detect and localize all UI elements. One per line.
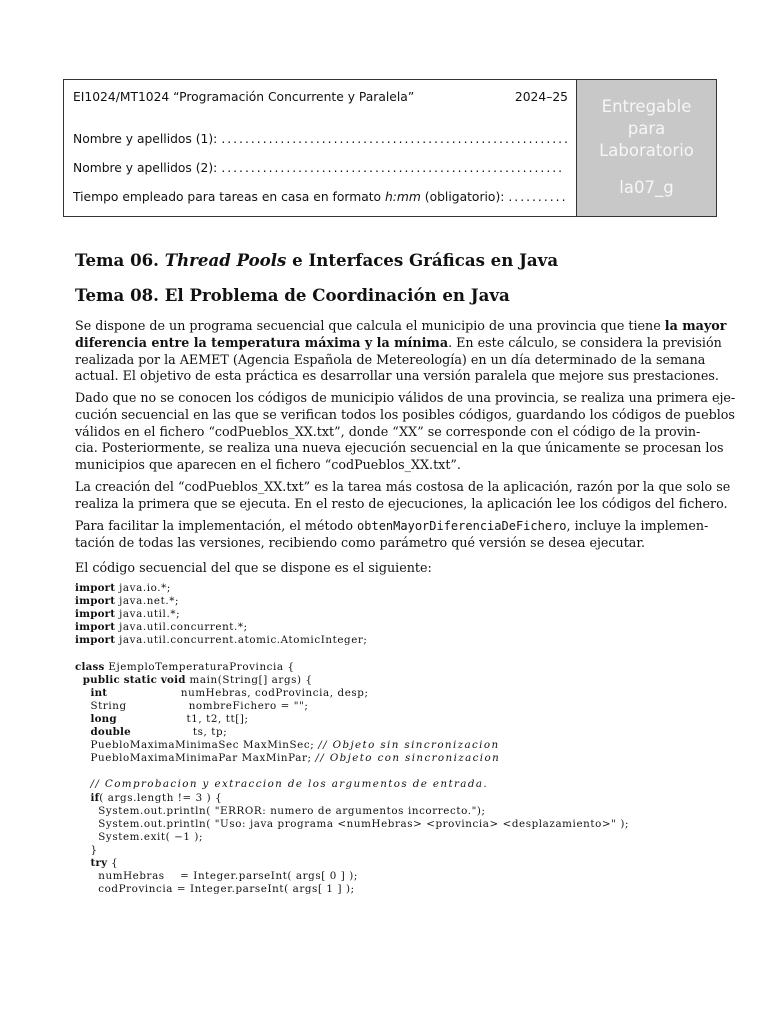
- code-keyword: class: [75, 660, 105, 673]
- code-keyword: int: [90, 686, 108, 699]
- bold-text: la mayor: [664, 318, 727, 333]
- code-listing: [75, 582, 629, 896]
- code-line: [75, 634, 629, 647]
- code-text: String nombreFichero = "";: [90, 699, 309, 712]
- code-comment: // Objeto sin sincronizacion: [318, 739, 500, 752]
- text-span: . En este cálculo, se considera la previsión: [448, 334, 722, 350]
- code-line: [75, 857, 629, 870]
- text-line: cia. Posteriormente, se realiza una nueva ejecución secuencial en la que únicamente se procesan los: [75, 440, 724, 456]
- code-line: [75, 726, 629, 739]
- paragraph-code-intro: [75, 560, 697, 577]
- code-keyword: import: [75, 634, 116, 647]
- code-text: EjemploTemperaturaProvincia {: [104, 660, 295, 673]
- code-text: java.util.*;: [115, 608, 181, 621]
- text-line: cución secuencial en las que se verifican todos los posibles códigos, guardando los códigos de pueblos: [75, 406, 735, 422]
- paragraph-cost: [75, 479, 731, 513]
- code-keyword: try: [90, 856, 108, 869]
- text-line: La creación del “codPueblos_XX.txt” es la tarea más costosa de la aplicación, razón por la que solo se: [75, 479, 731, 494]
- time-label-pre: Tiempo empleado para tareas en casa en formato: [73, 190, 385, 204]
- deliverable-line-2: para: [627, 119, 666, 138]
- text-span: , incluye la implemen-: [566, 518, 709, 533]
- code-line: [75, 674, 629, 687]
- code-text: }: [90, 843, 98, 856]
- code-line: [75, 778, 629, 791]
- heading1-suffix: e Interfaces Gráficas en Java: [286, 250, 559, 270]
- text-line: tación de todas las versiones, recibiendo como parámetro qué versión se desea ejecutar.: [75, 534, 646, 550]
- deliverable-line-3: Laboratorio: [599, 141, 694, 160]
- deliverable-panel: [577, 80, 716, 216]
- code-text: System.out.println( "Uso: java programa <numHebras> <provincia> <desplazamiento>" );: [98, 817, 630, 830]
- lab-code: la07_g: [619, 178, 674, 197]
- code-text: java.util.concurrent.*;: [115, 621, 248, 634]
- text-line: [75, 318, 727, 335]
- text-line: [75, 334, 722, 352]
- bold-text: diferencia entre la temperatura máxima y la mínima: [75, 334, 449, 350]
- code-text: codProvincia = Integer.parseInt( args[ 1 ] );: [98, 883, 355, 896]
- code-text: numHebras, codProvincia, desp;: [107, 686, 369, 699]
- paragraph-method: [75, 518, 709, 552]
- code-comment: // Comprobacion y extraccion de los argumentos de entrada.: [90, 778, 489, 791]
- code-line: [75, 661, 629, 674]
- name1-dotted-line[interactable]: [217, 132, 568, 146]
- code-line: [75, 608, 629, 621]
- text-line: realiza la primera que se ejecuta. En el resto de ejecuciones, la aplicación lee los códigos del fichero.: [75, 495, 728, 511]
- text-line: válidos en el fichero “codPueblos_XX.txt”, donde “XX” se corresponde con el código de la provin-: [75, 423, 701, 439]
- code-text: PuebloMaximaMinimaSec MaxMinSec;: [90, 739, 319, 752]
- text-line: actual. El objetivo de esta práctica es desarrollar una versión paralela que mejore sus prestaciones.: [75, 368, 719, 384]
- deliverable-line-1: Entregable: [601, 97, 692, 116]
- code-keyword: double: [90, 726, 131, 739]
- code-text: java.net.*;: [115, 595, 180, 608]
- heading1-prefix: Tema 06.: [75, 250, 165, 270]
- time-label: [73, 190, 504, 204]
- code-comment: // Objeto con sincronizacion: [315, 752, 501, 765]
- code-line: [75, 752, 629, 765]
- code-line: [75, 621, 629, 634]
- code-line: [75, 595, 629, 608]
- text-line: [75, 518, 709, 535]
- code-line: [75, 831, 629, 844]
- code-text: {: [107, 856, 119, 869]
- paragraph-codes: [75, 390, 736, 474]
- time-field[interactable]: [73, 190, 568, 204]
- code-text: t1, t2, tt[];: [116, 712, 249, 725]
- code-line: [75, 700, 629, 713]
- time-dotted-line[interactable]: [504, 190, 568, 204]
- name2-field[interactable]: [73, 161, 568, 175]
- method-name: obtenMayorDiferenciaDeFichero: [357, 519, 567, 533]
- time-label-post: (obligatorio):: [420, 190, 505, 204]
- code-line: [75, 883, 629, 896]
- heading1-italic: Thread Pools: [164, 250, 287, 270]
- code-text: java.io.*;: [115, 582, 171, 594]
- code-keyword: public static void: [82, 673, 186, 686]
- code-line: [75, 687, 629, 700]
- text-line: realizada por la AEMET (Agencia Española de Metereología) en un día determinado de la semana: [75, 351, 706, 367]
- code-text: main(String[] args) {: [185, 673, 313, 686]
- header-box: [63, 79, 717, 217]
- section-heading-2: Tema 08. El Problema de Coordinación en Java: [75, 285, 510, 305]
- code-keyword: if: [90, 791, 100, 804]
- code-line: [75, 792, 629, 805]
- code-keyword: import: [75, 595, 116, 608]
- text-span: Para facilitar la implementación, el método: [75, 518, 358, 533]
- course-title: EI1024/MT1024 “Programación Concurrente y Paralela”: [73, 90, 415, 104]
- text-span: Se dispone de un programa secuencial que calcula el municipio de una provincia que tiene: [75, 318, 665, 333]
- academic-year: 2024–25: [514, 90, 568, 104]
- deliverable-label: [577, 96, 716, 162]
- code-line: [75, 870, 629, 883]
- section-heading-1: [75, 250, 558, 270]
- text-line: El código secuencial del que se dispone es el siguiente:: [75, 560, 432, 575]
- name2-dotted-line[interactable]: [217, 161, 562, 175]
- code-line: [75, 647, 629, 660]
- code-text: ( args.length != 3 ) {: [99, 791, 223, 804]
- code-line: [75, 805, 629, 818]
- name2-label: Nombre y apellidos (2):: [73, 161, 218, 175]
- code-line: [75, 739, 629, 752]
- code-keyword: long: [90, 712, 117, 725]
- code-line: [75, 713, 629, 726]
- name1-label: Nombre y apellidos (1):: [73, 132, 218, 146]
- code-keyword: import: [75, 608, 116, 621]
- code-line: [75, 818, 629, 831]
- code-keyword: import: [75, 621, 116, 634]
- student-info-panel: [64, 80, 577, 216]
- code-text: System.exit( −1 );: [98, 830, 204, 843]
- code-text: ts, tp;: [130, 726, 228, 739]
- code-text: java.util.concurrent.atomic.AtomicInteger;: [115, 634, 368, 647]
- code-text: numHebras = Integer.parseInt( args[ 0 ] );: [98, 870, 358, 883]
- code-line: [75, 582, 629, 595]
- time-format: h:mm: [384, 190, 421, 204]
- paragraph-intro: [75, 318, 727, 385]
- text-line: municipios que aparecen en el fichero “codPueblos_XX.txt”.: [75, 457, 461, 473]
- code-line: [75, 765, 629, 778]
- text-line: Dado que no se conocen los códigos de municipio válidos de una provincia, se realiza una primera eje-: [75, 390, 736, 405]
- name1-field[interactable]: [73, 132, 568, 146]
- code-text: System.out.println( "ERROR: numero de argumentos incorrecto.");: [98, 804, 486, 817]
- code-line: [75, 844, 629, 857]
- code-text: PuebloMaximaMinimaPar MaxMinPar;: [90, 752, 316, 765]
- code-keyword: import: [75, 582, 116, 594]
